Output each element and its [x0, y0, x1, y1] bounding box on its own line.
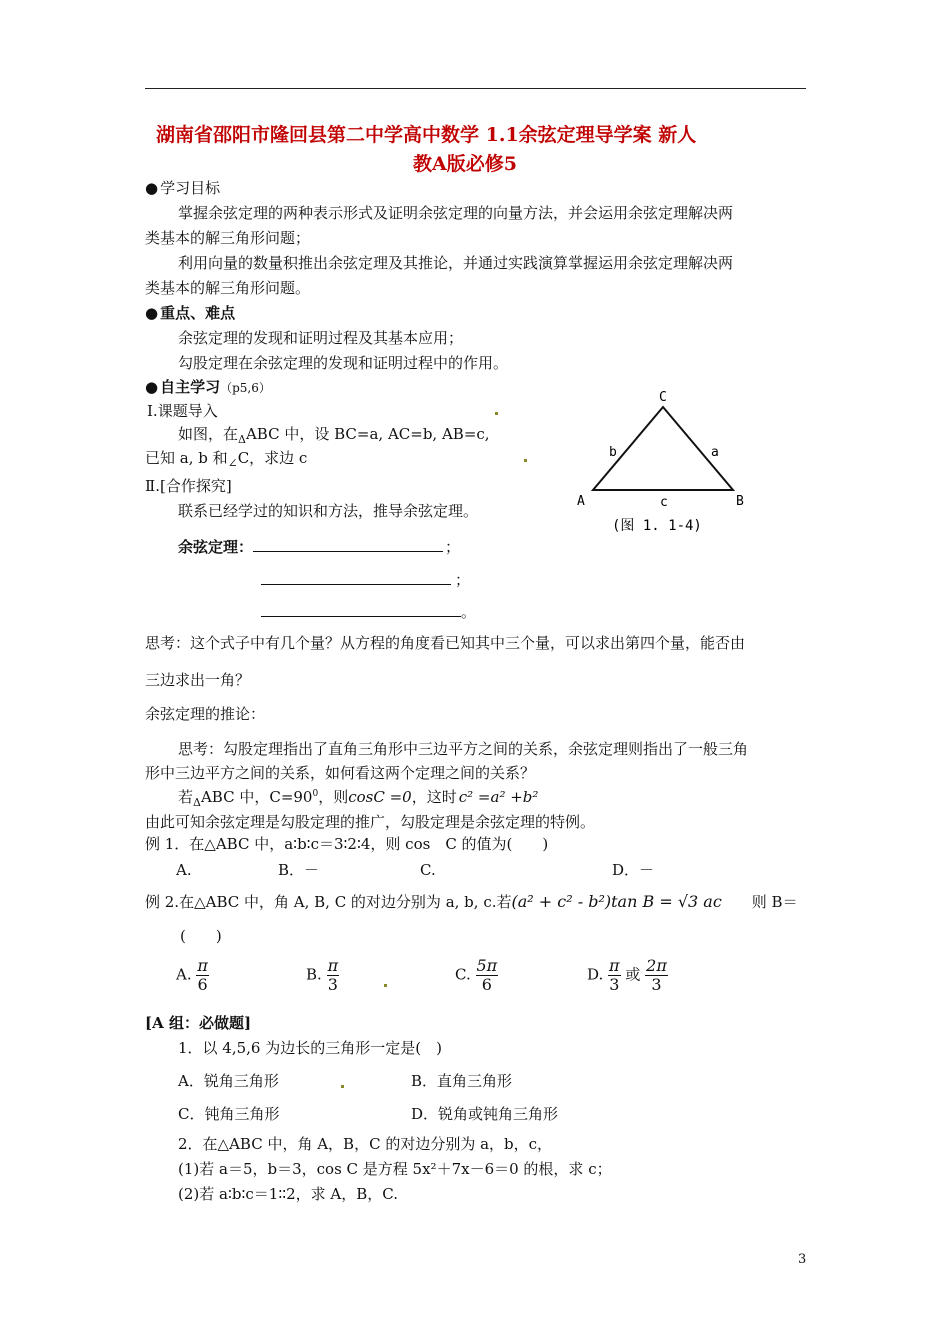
fraction-pi-over-3: [327, 957, 340, 993]
selfstudy-pages: （p5,6）: [220, 381, 271, 395]
corollary-label: 余弦定理的推论：: [145, 705, 266, 723]
frac-den: 3: [327, 974, 338, 994]
frac-num: 2π: [646, 956, 667, 975]
option-B-label: B.: [306, 965, 322, 984]
objectives-heading: ● 学习目标: [145, 180, 220, 197]
scan-dot: [524, 459, 527, 462]
angle-symbol: ∠: [227, 456, 238, 470]
scan-dot: [341, 1085, 344, 1088]
example1-stem: 例 1．在△ABC 中，a∶b∶c＝3∶2∶4，则 cos C 的值为( ): [145, 835, 549, 853]
page-number: 3: [798, 1252, 807, 1267]
example2-stem-row: [145, 893, 798, 911]
law-row-1: [178, 537, 460, 556]
think2-l3d: ，这时: [411, 788, 457, 806]
frac-num: π: [327, 956, 339, 975]
q2-part2: (2)若 a∶b∶c＝1∶∶2，求 A，B，C.: [178, 1185, 398, 1203]
fraction-2pi-over-3: [645, 957, 668, 993]
keypoints-line2: 勾股定理在余弦定理的发现和证明过程中的作用。: [178, 354, 509, 372]
frac-den: 6: [197, 974, 208, 994]
objectives-p1a: 掌握余弦定理的两种表示形式及证明余弦定理的向量方法，并会运用余弦定理解决两: [178, 204, 734, 222]
side-a-label: a: [711, 445, 719, 460]
objectives-p2a: 利用向量的数量积推出余弦定理及其推论，并通过实践演算掌握运用余弦定理解决两: [178, 254, 734, 272]
frac-num: π: [197, 956, 208, 975]
think2-l3a: 若: [178, 788, 194, 806]
degree-mark: 0: [312, 789, 319, 799]
example2-formula: (a² + c² - b²)tan B = √3 ac: [511, 892, 722, 911]
keypoints-heading: ● 重点、难点: [145, 305, 235, 322]
think2-line4: 由此可知余弦定理是勾股定理的推广，勾股定理是余弦定理的特例。: [145, 813, 596, 831]
think2-l3b: ABC 中，C=90: [200, 788, 313, 806]
frac-den: 6: [481, 974, 492, 994]
law-blank-2[interactable]: [261, 570, 451, 585]
think2-line2: 形中三边平方之间的关系，如何看这两个定理之间的关系？: [145, 764, 536, 782]
objectives-p1b: 类基本的解三角形问题；: [145, 229, 311, 247]
q1-option-D: D．锐角或钝角三角形: [411, 1105, 559, 1123]
law-end-1: ；: [445, 538, 461, 556]
example2-stem-a: 例 2.在△ABC 中，角 A, B, C 的对边分别为 a, b, c.若: [145, 893, 512, 911]
objectives-p2b: 类基本的解三角形问题。: [145, 279, 311, 297]
part1-label: Ⅰ.课题导入: [147, 402, 218, 420]
intro-line2: [145, 450, 307, 471]
frac-num: π: [609, 956, 620, 975]
example2-option-A: [176, 957, 209, 993]
intro-line1-b: ABC 中，设 BC=a, AC=b, AB=c,: [245, 425, 490, 443]
example2-option-B: [306, 957, 339, 993]
think1-line1: 思考：这个式子中有几个量？从方程的角度看已知其中三个量，可以求出第四个量，能否由: [145, 634, 746, 652]
example1-option-D: D．－: [612, 861, 655, 879]
fraction-5pi-over-6: [476, 957, 499, 993]
intro-line2-a: 已知 a, b 和: [145, 449, 228, 467]
explore-line: 联系已经学过的知识和方法，推导余弦定理。: [178, 502, 479, 520]
law-label: 余弦定理：: [178, 538, 254, 556]
example2-option-C: [455, 957, 498, 993]
selfstudy-heading: ● 自主学习: [145, 378, 220, 396]
frac-num: 5π: [476, 956, 498, 975]
q1-option-B: B．直角三角形: [411, 1072, 513, 1090]
vertex-C-label: C: [659, 390, 667, 405]
vertex-B-label: B: [736, 494, 744, 509]
triangle-figure: [570, 385, 750, 540]
law-end-3: 。: [461, 603, 477, 621]
q2-stem: 2．在△ABC 中，角 A，B，C 的对边分别为 a，b，c，: [178, 1135, 553, 1153]
frac-den: 3: [609, 974, 620, 994]
q1-option-A: A．锐角三角形: [178, 1072, 279, 1090]
intro-line1-a: 如图，在: [178, 425, 239, 443]
header-rule: [145, 88, 806, 89]
frac-den: 3: [651, 974, 662, 994]
think2-l3c: ，则: [318, 788, 349, 806]
example1-option-A: A.: [176, 861, 192, 879]
vertex-A-label: A: [577, 494, 585, 509]
keypoints-line1: 余弦定理的发现和证明过程及其基本应用；: [178, 329, 464, 347]
example1-option-B: B．－: [278, 861, 320, 879]
part2-label: Ⅱ.[合作探究]: [145, 477, 232, 495]
think1-line2: 三边求出一角？: [145, 671, 251, 689]
figure-caption: (图 1. 1-4): [612, 518, 702, 534]
q1-option-C: C．钝角三角形: [178, 1105, 280, 1123]
side-c-label: c: [660, 495, 668, 510]
law-row-3: [261, 602, 476, 621]
intro-line1: [178, 426, 490, 447]
pythagoras-formula: c² =a² +b²: [458, 788, 539, 806]
law-blank-1[interactable]: [253, 537, 443, 552]
law-row-2: [261, 570, 470, 589]
q2-part1: (1)若 a＝5，b＝3，cos C 是方程 5x²＋7x－6＝0 的根，求 c；: [178, 1160, 612, 1178]
side-b-label: b: [609, 445, 617, 460]
or-word: 或: [625, 965, 641, 984]
example2-stem-b: 则 B＝: [751, 893, 798, 911]
option-C-label: C.: [455, 965, 471, 984]
option-A-label: A.: [176, 965, 192, 984]
selfstudy-heading-row: [145, 379, 271, 396]
triangle-symbol-2: Δ: [193, 796, 201, 809]
cos-equation: cosC =0: [348, 788, 412, 806]
fraction-pi-over-6: [196, 957, 209, 993]
option-D-label: D.: [587, 965, 604, 984]
triangle-symbol: Δ: [238, 433, 246, 446]
document-title-line1: 湖南省邵阳市隆回县第二中学高中数学 1.1余弦定理导学案 新人: [156, 124, 697, 146]
fraction-pi-over-3-d: [608, 957, 621, 993]
think2-line3: [178, 789, 538, 810]
group-a-heading: [A 组：必做题]: [145, 1014, 252, 1032]
example2-paren: ( ): [180, 927, 222, 945]
example1-option-C: C.: [420, 861, 436, 879]
law-end-2: ；: [455, 571, 471, 589]
scan-dot: [384, 984, 387, 987]
document-title-line2: 教A版必修5: [413, 153, 517, 175]
q1-stem: 1．以 4,5,6 为边长的三角形一定是( ): [178, 1039, 442, 1057]
intro-line2-b: C，求边 c: [237, 449, 308, 467]
example2-option-D: [587, 957, 668, 993]
scan-dot: [495, 412, 498, 415]
think2-line1: 思考：勾股定理指出了直角三角形中三边平方之间的关系，余弦定理则指出了一般三角: [178, 740, 749, 758]
law-blank-3[interactable]: [261, 602, 461, 617]
